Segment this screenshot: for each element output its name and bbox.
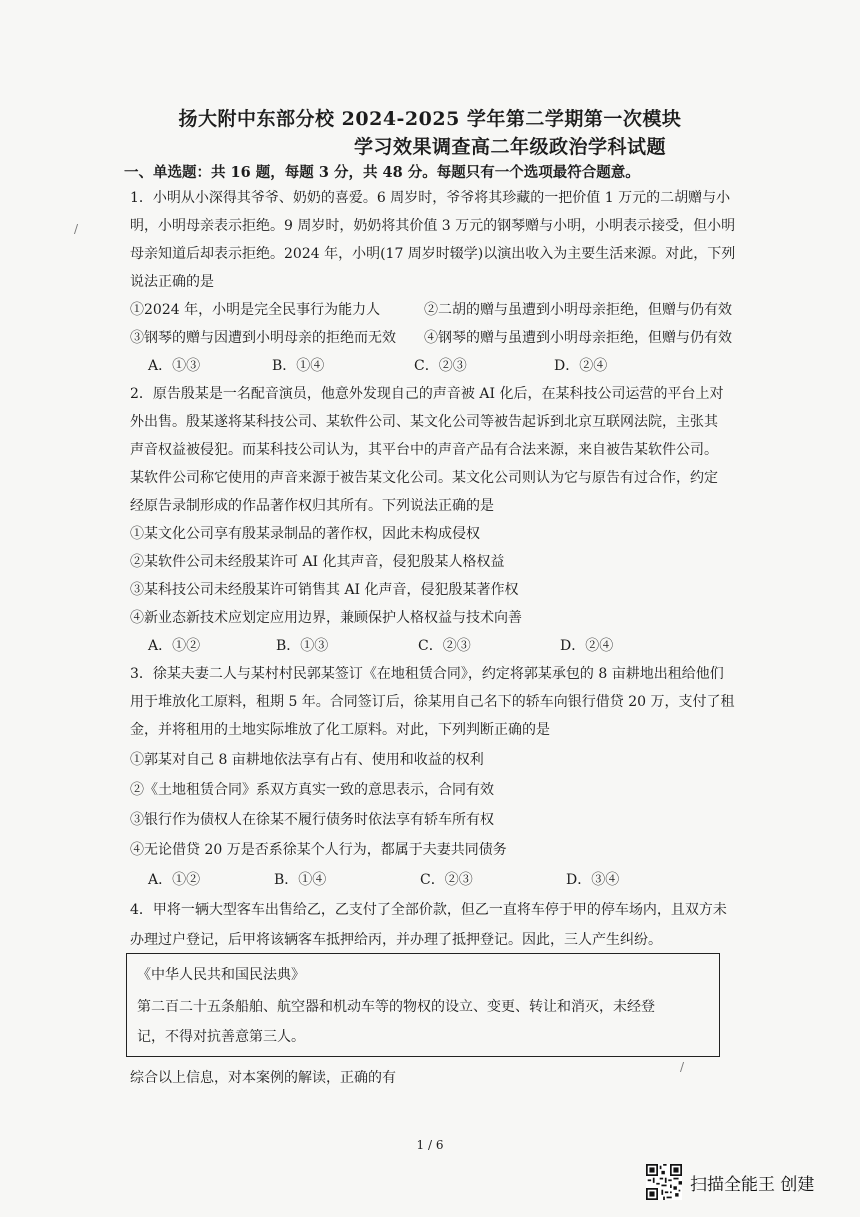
q2-option: ②某软件公司未经殷某许可 AI 化其声音，侵犯殷某人格权益 [130, 554, 505, 570]
q1-option: ②二胡的赠与虽遭到小明母亲拒绝，但赠与仍有效 [424, 302, 732, 318]
q3-choice-a: A．①② [148, 872, 201, 888]
q1-choice-c: C．②③ [414, 358, 467, 374]
q3-choice-b: B．①④ [274, 872, 327, 888]
q4-stem-line: 办理过户登记，后甲将该辆客车抵押给丙，并办理了抵押登记。因此，三人产生纠纷。 [130, 932, 662, 948]
q3-option: ④无论借贷 20 万是否系徐某个人行为，都属于夫妻共同债务 [130, 842, 507, 858]
law-excerpt-box [126, 953, 720, 1057]
q1-option: ①2024 年，小明是完全民事行为能力人 [130, 302, 381, 318]
q3-choice-d: D．③④ [566, 872, 620, 888]
scan-mark: / [74, 222, 79, 236]
scanner-watermark [646, 1162, 814, 1202]
q1-choice-a: A．①③ [148, 358, 201, 374]
q3-option: ②《土地租赁合同》系双方真实一致的意思表示，合同有效 [130, 782, 494, 798]
q2-stem-line: 某软件公司称它使用的声音来源于被告某文化公司。某文化公司则认为它与原告有过合作，约定 [130, 470, 718, 486]
page-number: 1 / 6 [416, 1138, 444, 1152]
exam-title-line2: 学习效果调查高二年级政治学科试题 [353, 136, 666, 158]
q2-stem-line: 经原告录制形成的作品著作权归其所有。下列说法正确的是 [130, 498, 494, 514]
q2-option: ③某科技公司未经殷某许可销售其 AI 化声音，侵犯殷某著作权 [130, 582, 519, 598]
q3-stem-line: 金，并将租用的土地实际堆放了化工原料。对此，下列判断正确的是 [130, 722, 550, 738]
q1-stem-line: 母亲知道后却表示拒绝。2024 年，小明(17 周岁时辍学)以演出收入为主要生活来源。对此，下列 [130, 246, 736, 262]
q2-choice-c: C．②③ [418, 638, 471, 654]
q2-choice-d: D．②④ [560, 638, 614, 654]
q1-stem-line: 明，小明母亲表示拒绝。9 周岁时，奶奶将其价值 3 万元的钢琴赠与小明，小明表示接受，但小明 [130, 218, 736, 234]
q3-choice-c: C．②③ [420, 872, 473, 888]
q1-option: ③钢琴的赠与因遭到小明母亲的拒绝而无效 [130, 330, 396, 346]
scan-mark: / [680, 1060, 685, 1074]
law-excerpt-line: 第二百二十五条船舶、航空器和机动车等的物权的设立、变更、转让和消灭，未经登 [137, 999, 655, 1015]
scanner-label: 扫描全能王 创建 [690, 1174, 815, 1195]
q1-stem-line: 说法正确的是 [130, 274, 214, 290]
q1-stem-line: 1．小明从小深得其爷爷、奶奶的喜爱。6 周岁时，爷爷将其珍藏的一把价值 1 万元的二胡赠与小 [130, 190, 731, 206]
q2-stem-line: 2．原告殷某是一名配音演员，他意外发现自己的声音被 AI 化后，在某科技公司运营的平台上对 [130, 386, 724, 402]
q3-stem-line: 用于堆放化工原料，租期 5 年。合同签订后，徐某用自己名下的轿车向银行借贷 20 万，支付了租 [130, 694, 735, 710]
section-heading: 一、单选题：共 16 题，每题 3 分，共 48 分。每题只有一个选项最符合题意。 [124, 164, 640, 181]
q2-choice-b: B．①③ [276, 638, 329, 654]
exam-title-line1: 扬大附中东部分校 2024-2025 学年第二学期第一次模块 [178, 108, 682, 130]
q1-option: ④钢琴的赠与虽遭到小明母亲拒绝，但赠与仍有效 [424, 330, 732, 346]
law-excerpt-title: 《中华人民共和国民法典》 [137, 967, 305, 983]
q3-stem-line: 3．徐某夫妻二人与某村村民郭某签订《在地租赁合同》，约定将郭某承包的 8 亩耕地出租给他们 [130, 666, 724, 682]
qr-code-icon [646, 1164, 682, 1200]
q3-option: ③银行作为债权人在徐某不履行债务时依法享有轿车所有权 [130, 812, 494, 828]
q2-choice-a: A．①② [148, 638, 201, 654]
q1-choice-d: D．②④ [554, 358, 608, 374]
law-excerpt-line: 记，不得对抗善意第三人。 [137, 1029, 305, 1045]
q4-stem-line: 4．甲将一辆大型客车出售给乙，乙支付了全部价款，但乙一直将车停于甲的停车场内，且双方未 [130, 902, 727, 918]
q2-stem-line: 声音权益被侵犯。而某科技公司认为，其平台中的声音产品有合法来源，来自被告某软件公司。 [130, 442, 718, 458]
q3-option: ①郭某对自己 8 亩耕地依法享有占有、使用和收益的权利 [130, 752, 484, 768]
q2-option: ①某文化公司享有殷某录制品的著作权，因此未构成侵权 [130, 526, 480, 542]
q2-stem-line: 外出售。殷某遂将某科技公司、某软件公司、某文化公司等被告起诉到北京互联网法院，主张其 [130, 414, 718, 430]
q4-tail: 综合以上信息，对本案例的解读，正确的有 [130, 1070, 396, 1086]
q1-choice-b: B．①④ [272, 358, 325, 374]
q2-option: ④新业态新技术应划定应用边界，兼顾保护人格权益与技术向善 [130, 610, 522, 626]
